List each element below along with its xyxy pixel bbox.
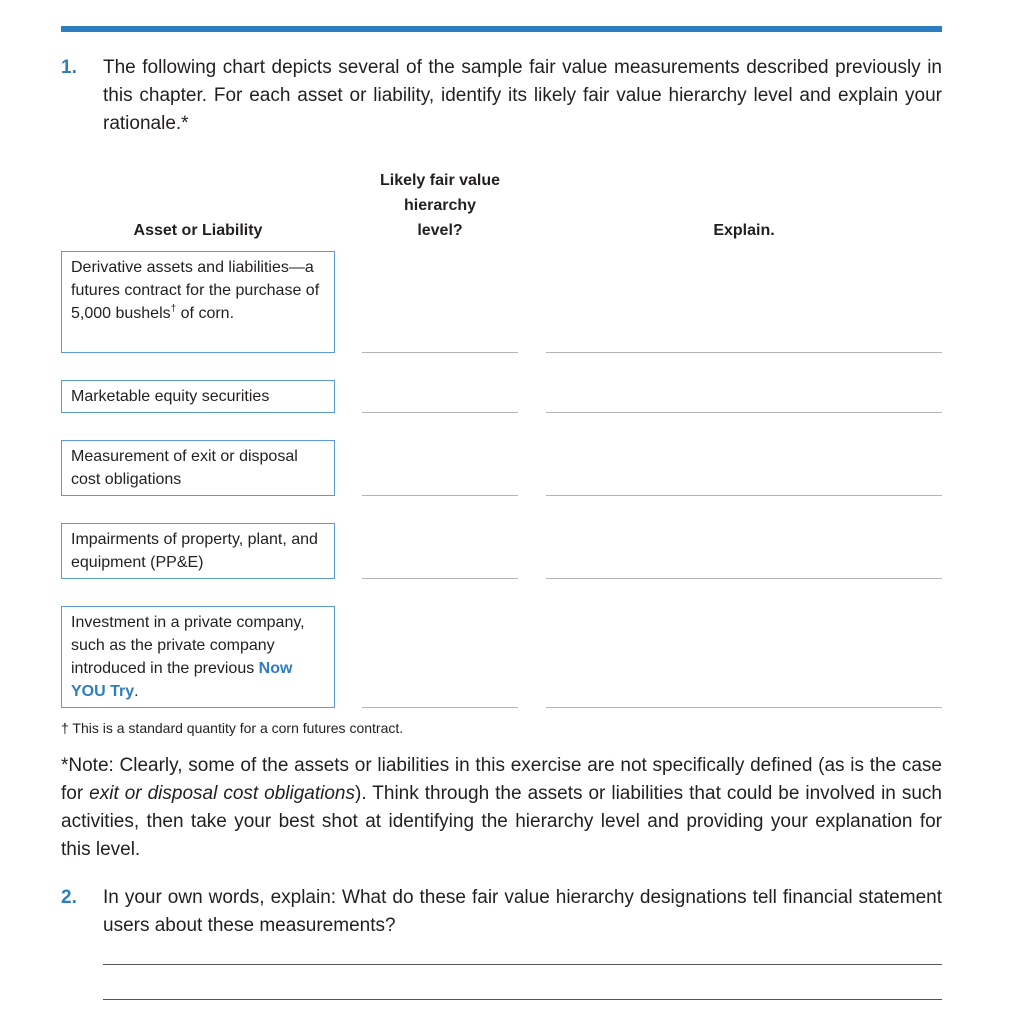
answer-line-explain[interactable] — [546, 352, 942, 353]
header-explain: Explain. — [713, 222, 775, 239]
question-1 — [61, 54, 942, 138]
answer-line-level[interactable] — [362, 707, 518, 708]
answer-line-level[interactable] — [362, 352, 518, 353]
question-2 — [61, 884, 942, 940]
answer-line-explain[interactable] — [546, 578, 942, 579]
answer-line-explain[interactable] — [546, 707, 942, 708]
asset-box-marketable-equity — [61, 380, 335, 413]
header-hierarchy-level — [362, 168, 518, 243]
answer-line-level[interactable] — [362, 495, 518, 496]
question-1-number: 1. — [61, 57, 77, 78]
writing-line[interactable] — [103, 999, 942, 1000]
note-text-before: *Note: Clearly, some of the assets or liabilities in this exercise are not specifically defined (as is the case for — [61, 755, 942, 804]
question-2-number: 2. — [61, 887, 77, 908]
answer-line-level[interactable] — [362, 412, 518, 413]
asset-text: Marketable equity securities — [71, 388, 270, 405]
asset-box-derivatives — [61, 251, 335, 353]
header-level-line-3: level? — [417, 222, 463, 239]
asset-text-end: . — [134, 683, 139, 700]
asset-box-exit-disposal — [61, 440, 335, 496]
asset-text: Measurement of exit or disposal cost obligations — [71, 448, 298, 488]
asset-text: Investment in a private company, such as the private company introduced in the previous — [71, 614, 305, 677]
answer-line-level[interactable] — [362, 578, 518, 579]
top-rule — [61, 26, 942, 32]
header-level-line-1: Likely fair value — [379, 172, 501, 189]
header-level-line-2: hierarchy — [403, 197, 477, 214]
note-emphasis: exit or disposal cost obligations — [89, 783, 356, 804]
answer-line-explain[interactable] — [546, 412, 942, 413]
asset-text: Derivative assets and liabilities—a futures contract for the purchase of 5,000 bushels — [71, 259, 320, 322]
asset-text-end: of corn. — [176, 305, 235, 322]
header-asset-or-liability: Asset or Liability — [133, 222, 263, 239]
answer-line-explain[interactable] — [546, 495, 942, 496]
note-text-after: ). Think through the assets or liabilities that could be involved in such activities, then take your best shot at identifying the hierarchy level and providing your explanation for this level. — [61, 783, 943, 860]
question-2-text: In your own words, explain: What do these fair value hierarchy designations tell financial statement users about these measurements? — [103, 887, 942, 936]
now-you-try-link[interactable]: Now YOU Try — [71, 660, 293, 700]
asset-text: Impairments of property, plant, and equipment (PP&E) — [71, 531, 318, 571]
dagger-mark: † — [170, 303, 177, 315]
asset-box-ppe-impairments — [61, 523, 335, 579]
writing-line[interactable] — [103, 964, 942, 965]
footnote: † This is a standard quantity for a corn futures contract. — [61, 720, 404, 736]
question-1-text: The following chart depicts several of the sample fair value measurements described previously in this chapter. For each asset or liability, identify its likely fair value hierarchy level and explain your rationale.* — [103, 57, 942, 134]
asset-box-private-company — [61, 606, 335, 708]
note-paragraph — [61, 752, 942, 864]
